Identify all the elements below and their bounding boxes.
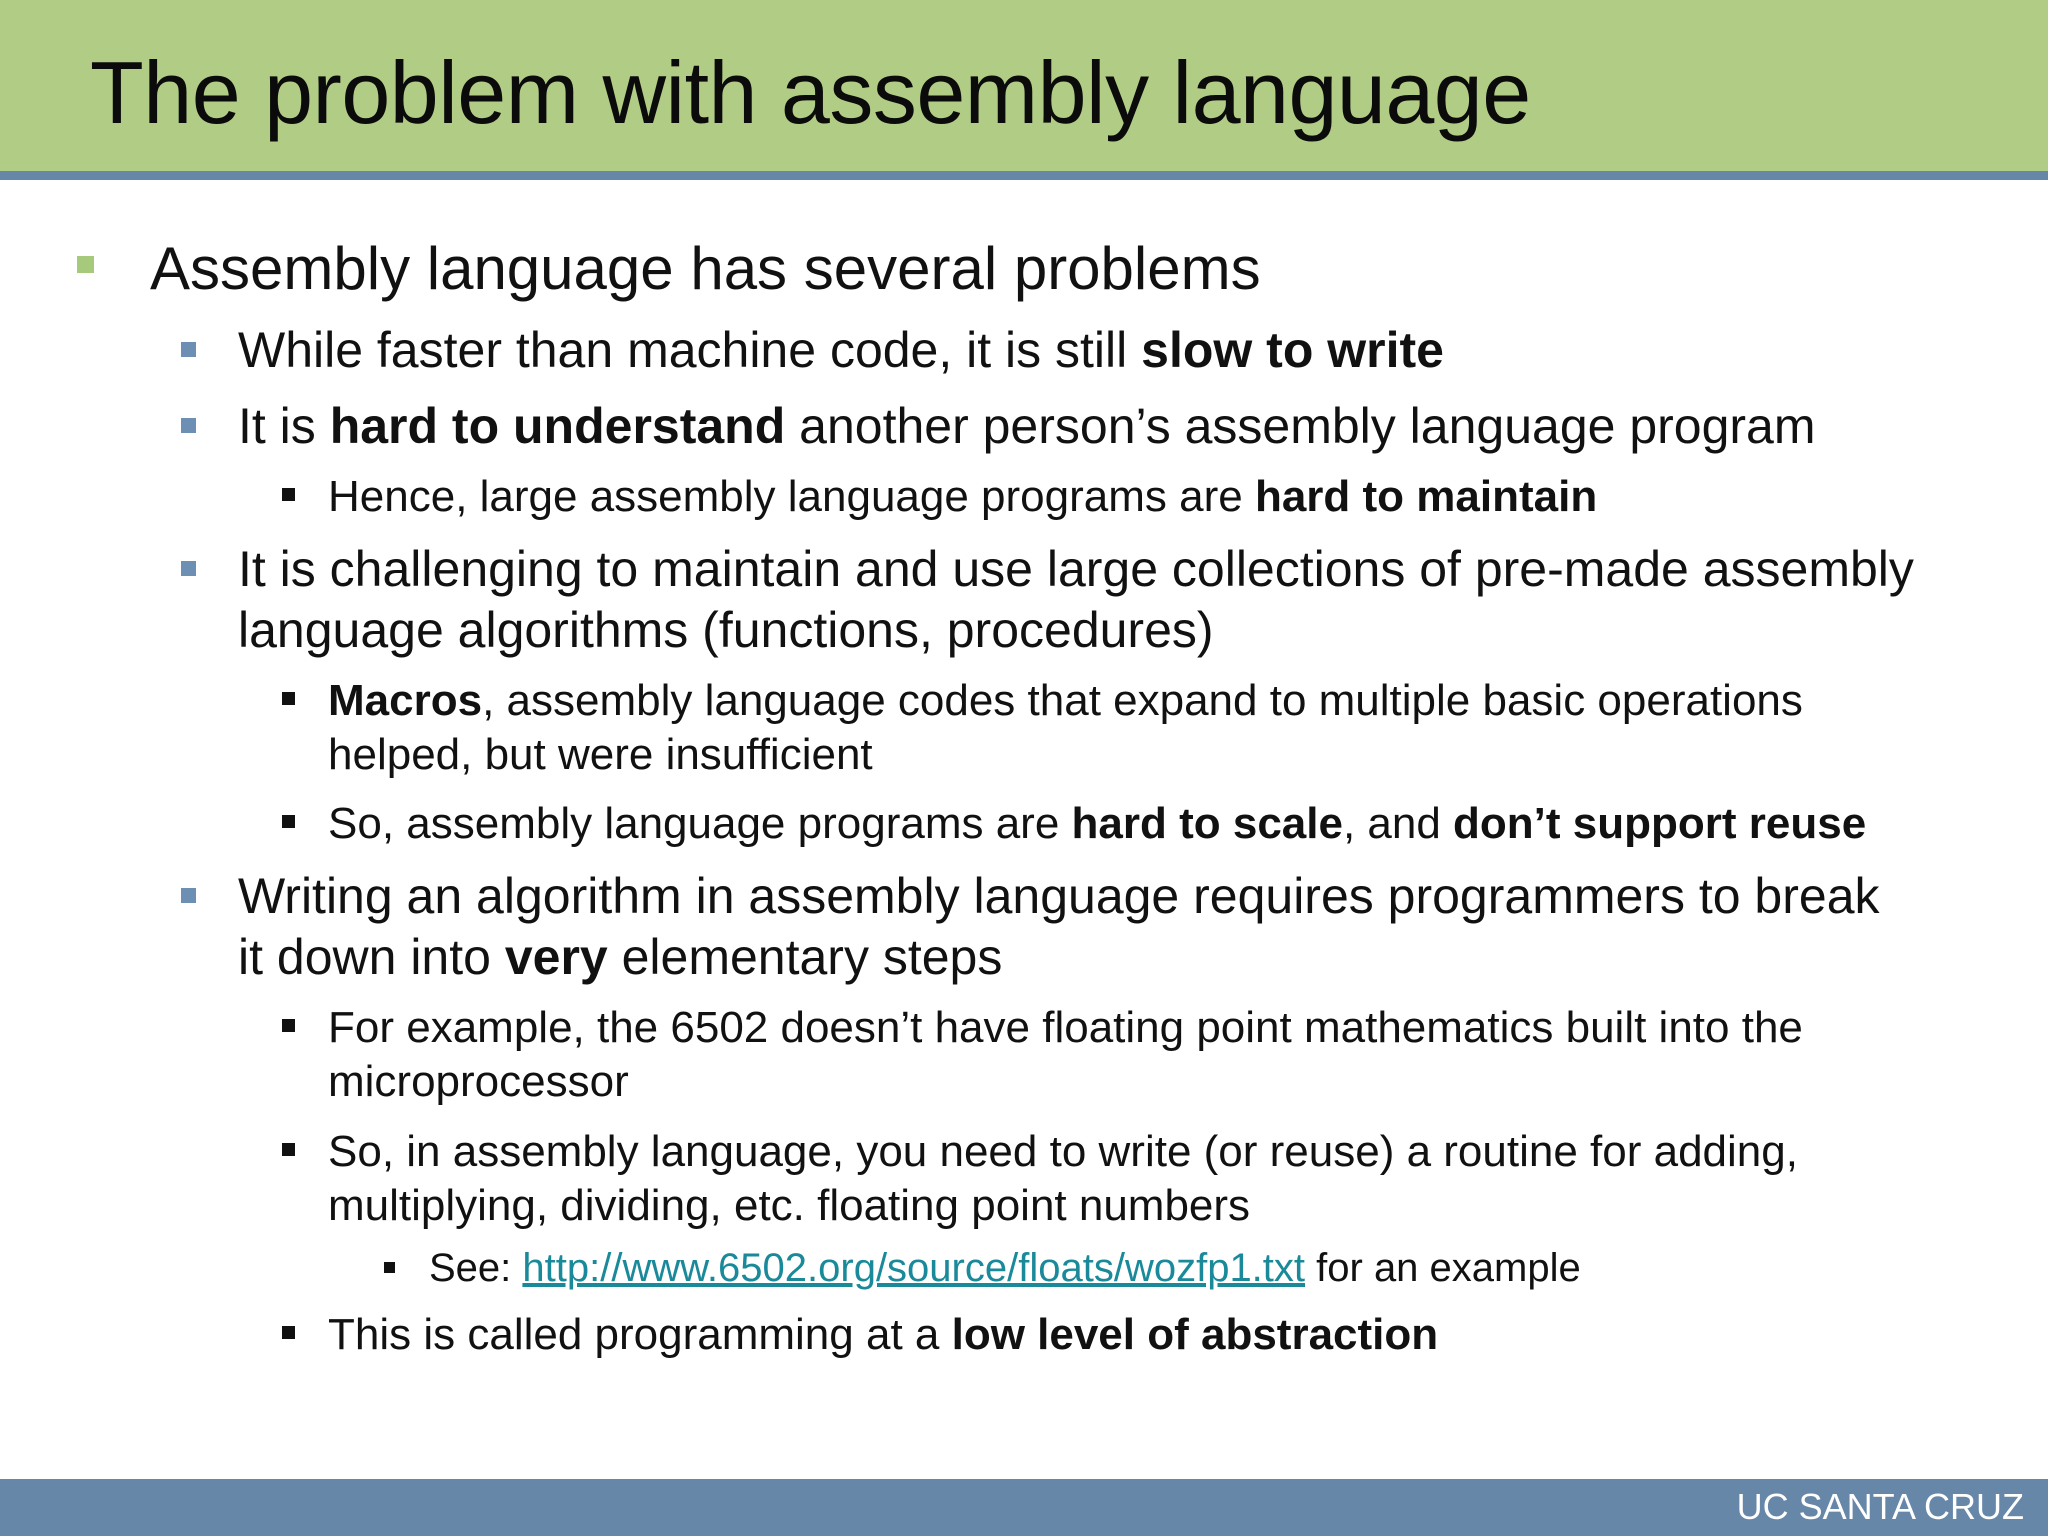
bullet-hard-to-maintain: Hence, large assembly language programs are hard to maintain bbox=[328, 472, 1598, 521]
bullet-routine-line1: So, in assembly language, you need to write (or reuse) a routine for adding, bbox=[328, 1127, 1798, 1176]
bullet-6502-line2: microprocessor bbox=[328, 1057, 629, 1106]
bullet-marker bbox=[77, 256, 94, 273]
title-divider bbox=[0, 171, 2048, 180]
bullet-low-level-abstraction: This is called programming at a low level of abstraction bbox=[328, 1310, 1439, 1359]
bullet-slow-to-write: While faster than machine code, it is still slow to write bbox=[238, 322, 1444, 378]
bullet-routine-line2: multiplying, dividing, etc. floating point numbers bbox=[328, 1181, 1251, 1230]
bullet-collections-line1: It is challenging to maintain and use large collections of pre-made assembly bbox=[238, 541, 1914, 597]
bullet-6502-line1: For example, the 6502 doesn’t have floating point mathematics built into the bbox=[328, 1003, 1803, 1052]
bullet-hard-to-scale: So, assembly language programs are hard to scale, and don’t support reuse bbox=[328, 799, 1867, 848]
bullet-marker bbox=[282, 692, 295, 705]
bullet-collections-line2: language algorithms (functions, procedures) bbox=[238, 602, 1214, 658]
main-bullet: Assembly language has several problems bbox=[150, 235, 1261, 302]
bullet-marker bbox=[181, 561, 196, 576]
bullet-marker bbox=[282, 815, 295, 828]
bullet-marker bbox=[181, 342, 196, 357]
bullet-elementary-line1: Writing an algorithm in assembly language requires programmers to break bbox=[238, 868, 1880, 924]
bullet-marker bbox=[282, 1143, 295, 1156]
bullet-marker bbox=[282, 488, 295, 501]
bullet-marker bbox=[181, 888, 196, 903]
bullet-macros-line2: helped, but were insufficient bbox=[328, 730, 873, 779]
bullet-macros-line1: Macros, assembly language codes that expand to multiple basic operations bbox=[328, 676, 1803, 725]
wozfp1-link[interactable]: http://www.6502.org/source/floats/wozfp1.txt bbox=[522, 1246, 1306, 1290]
bullet-marker bbox=[282, 1326, 295, 1339]
slide-title: The problem with assembly language bbox=[90, 43, 1531, 142]
bullet-marker bbox=[384, 1262, 395, 1273]
bullet-hard-to-understand: It is hard to understand another person’s assembly language program bbox=[238, 398, 1816, 454]
bullet-see-example: See: http://www.6502.org/source/floats/wozfp1.txt for an example bbox=[429, 1246, 1581, 1290]
bullet-elementary-line2: it down into very elementary steps bbox=[238, 929, 1003, 985]
footer-label: UC SANTA CRUZ bbox=[1736, 1486, 2024, 1527]
bullet-marker bbox=[181, 418, 196, 433]
bullet-marker bbox=[282, 1019, 295, 1032]
